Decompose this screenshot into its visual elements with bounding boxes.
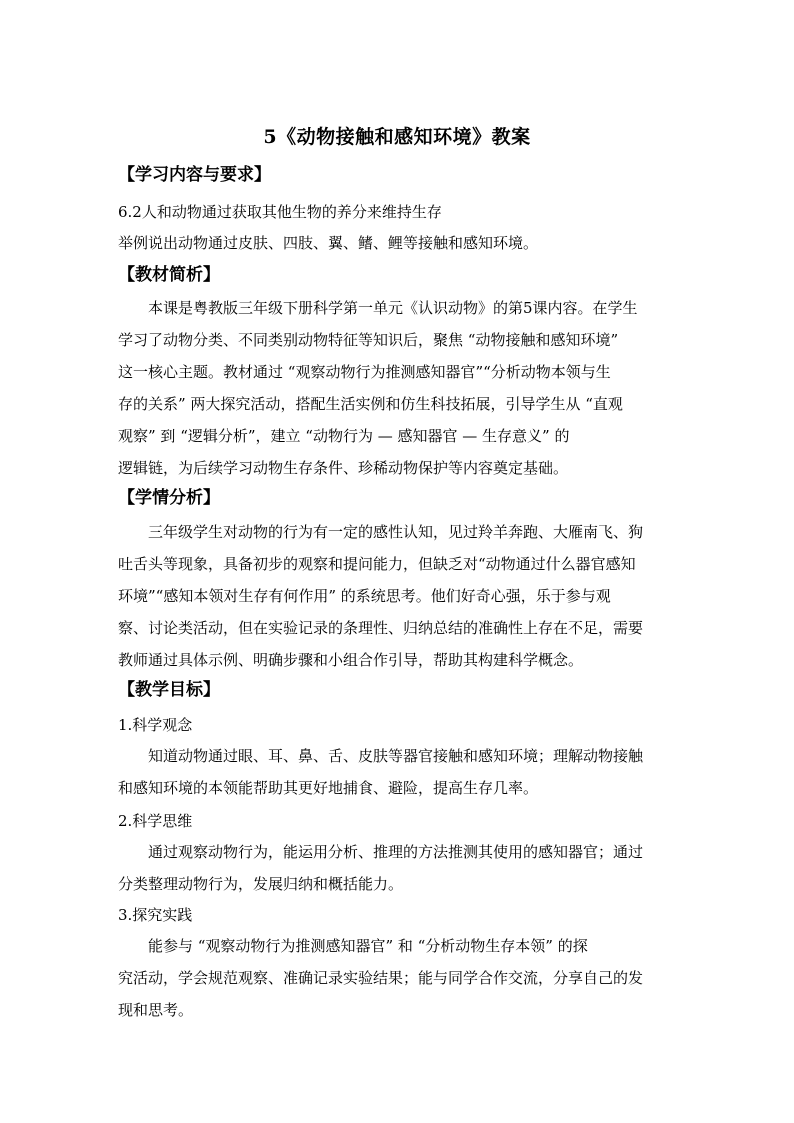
goal-item-paragraph bbox=[118, 930, 676, 1026]
paragraph-line: 知道动物通过眼、耳、鼻、舌、皮肤等器官接触和感知环境；理解动物接触 bbox=[148, 747, 644, 765]
paragraph-line: 通过观察动物行为，能运用分析、推理的方法推测其使用的感知器官；通过 bbox=[148, 843, 644, 861]
paragraph-line: 察、讨论类活动，但在实验记录的条理性、归纳总结的准确性上存在不足，需要 bbox=[118, 619, 644, 637]
goal-item-paragraph bbox=[118, 740, 676, 804]
section-heading-goals: 【教学目标】 bbox=[118, 680, 220, 700]
paragraph-line: 分类整理动物行为，发展归纳和概括能力。 bbox=[118, 875, 404, 893]
section-heading-students: 【学情分析】 bbox=[118, 488, 220, 508]
paragraph-line: 逻辑链，为后续学习动物生存条件、珍稀动物保护等内容奠定基础。 bbox=[118, 459, 569, 477]
paragraph-line: 能参与 “观察动物行为推测感知器官” 和 “分析动物生存本领” 的探 bbox=[148, 937, 588, 955]
paragraph-line: 究活动，学会规范观察、准确记录实验结果；能与同学合作交流，分享自己的发 bbox=[118, 969, 644, 987]
section-heading-learning: 【学习内容与要求】 bbox=[118, 165, 271, 185]
paragraph-line: 吐舌头等现象，具备初步的观察和提问能力，但缺乏对“动物通过什么器官感知 bbox=[118, 555, 636, 573]
paragraph-line: 环境”“感知本领对生存有何作用” 的系统思考。他们好奇心强，乐于参与观 bbox=[118, 587, 611, 605]
paragraph-line: 存的关系” 两大探究活动，搭配生活实例和仿生科技拓展，引导学生从 “直观 bbox=[118, 395, 623, 413]
students-paragraph bbox=[118, 516, 676, 676]
learning-example-line: 举例说出动物通过皮肤、四肢、翼、鳍、鲤等接触和感知环境。 bbox=[118, 234, 539, 252]
paragraph-line: 现和思考。 bbox=[118, 1001, 194, 1019]
paragraph-line: 这一核心主题。教材通过 “观察动物行为推测感知器官”“分析动物本领与生 bbox=[118, 363, 611, 381]
paragraph-line: 学习了动物分类、不同类别动物特征等知识后，聚焦 “动物接触和感知环境” bbox=[118, 331, 619, 349]
paragraph-line: 本课是粤教版三年级下册科学第一单元《认识动物》的第5课内容。在学生 bbox=[148, 299, 638, 317]
document-title: 5《动物接触和感知环境》教案 bbox=[263, 126, 531, 148]
goal-item-title: 2.科学思维 bbox=[118, 812, 193, 830]
goal-item-title: 1.科学观念 bbox=[118, 716, 193, 734]
learning-requirement-line: 6.2人和动物通过获取其他生物的养分来维持生存 bbox=[118, 203, 442, 221]
paragraph-line: 观察” 到 “逻辑分析”，建立 “动物行为 — 感知器官 — 生存意义” 的 bbox=[118, 427, 570, 445]
paragraph-line: 教师通过具体示例、明确步骤和小组合作引导，帮助其构建科学概念。 bbox=[118, 651, 584, 669]
section-heading-textbook: 【教材简析】 bbox=[118, 265, 220, 285]
paragraph-line: 和感知环境的本领能帮助其更好地捕食、避险，提高生存几率。 bbox=[118, 779, 539, 797]
goal-item-paragraph bbox=[118, 836, 676, 900]
textbook-paragraph bbox=[118, 292, 676, 484]
goal-item-title: 3.探究实践 bbox=[118, 906, 193, 924]
paragraph-line: 三年级学生对动物的行为有一定的感性认知，见过羚羊奔跑、大雁南飞、狗 bbox=[148, 523, 644, 541]
